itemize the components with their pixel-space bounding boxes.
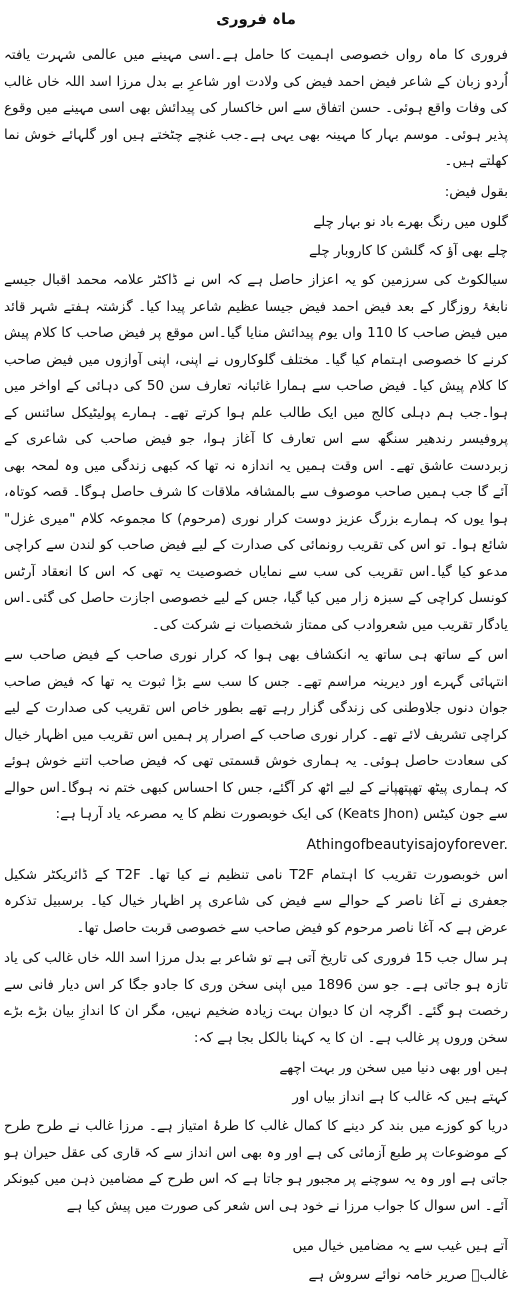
paragraph-t2f: اس خوبصورت تقریب کا اہتمام T2F نامی تنظیم نے کیا تھا۔ T2F کے ڈائریکٹر شکیل جعفری نے آغا ناصر کے حوالے سے فیض کی شاعری پر اظہار خیال کیا۔ برسبیل تذکرہ عرض ہے کہ آغا ناصر مرحوم کو فیض صاحب سے خصوصی قربت حاصل تھا۔ [4, 866, 508, 936]
paragraph-sialkot: سیالکوٹ کی سرزمین کو یہ اعزاز حاصل ہے کہ اس نے ڈاکٹر علامہ محمد اقبال جیسے نابغۂ روزگار کے بعد فیض احمد فیض جیسا عظیم شاعر پیدا کیا۔ گزشتہ ہفتے شہر قائد میں فیض صاحب کا 110 واں یوم پیدائش منایا گیا۔اس موقع پر فیض صاحب کا کلام پیش کرنے کا خصوصی اہتمام کیا گیا۔ مختلف گلوکاروں نے اپنی، اپنی آوازوں میں فیض صاحب کا کلام پیش کیا۔ فیض صاحب سے ہمارا غائبانہ تعارف سن 50 کی دہائی کے اواخر میں ہوا۔جب ہم دہلی کالج میں ایک طالب علم ہوا کرتے تھے۔ ہمارے پولیٹیکل سائنس کے پروفیسر رندھیر سنگھ سے اس تعارف کا آغاز ہوا، جو فیض صاحب کی شاعری کے زبردست عاشق تھے۔ اس وقت ہمیں یہ اندازہ نہ تھا کہ کبھی زندگی میں وہ لمحہ بھی آئے گا جب ہمیں صاحب موصوف سے بالمشافہ ملاقات کا شرف حاصل ہوگا۔ قصہ کوتاہ، ہوا یوں کہ ہمارے بزرگ عزیز دوست کرار نوری (مرحوم) کا مجموعہ کلام "میری غزل" شائع ہوا۔ تو اس کی تقریب رونمائی کی صدارت کے لیے فیض صاحب کو لندن سے کراچی مدعو کیا گیا۔اس تقریب کی سب سے نمایاں خصوصیت یہ تھی کہ اس کا انعقاد آرٹس کونسل کراچی کے سبزہ زار میں کیا گیا، جس کے لیے خصوصی اجازت حاصل کی گئی۔اس یادگار تقریب میں شعروادب کی ممتاز شخصیات نے شرکت کی۔ [4, 272, 508, 633]
paragraph-intro: فروری کا ماہ رواں خصوصی اہمیت کا حامل ہے۔اسی مہینے میں عالمی شہرت یافتہ اُردو زبان کے شاعر فیض احمد فیض کی ولادت اور شاعرِ بے بدل مرزا اسد اللہ خاں غالب کی وفات واقع ہوئی۔ حسن اتفاق سے اس خاکسار کی پیدائش بھی اسی مہینے میں وقوع پذیر ہوئی۔ موسم بہار کا مہینہ بھی یہی ہے۔جب غنچے چٹختے ہیں اور گلہائے خوش نما کھلتے ہیں۔ [4, 47, 508, 169]
paragraph-ghalib: ہر سال جب 15 فروری کی تاریخ آتی ہے تو شاعر بے بدل مرزا اسد اللہ خاں غالب کی یاد تازہ ہو جاتی ہے۔ جو سن 1896 میں اپنی سخن وری کا جادو جگا کر اس دیار فانی سے رخصت ہو گئے۔ اگرچہ ان کا دیوان بہت زیادہ ضخیم نہیں، مگر ان کا اندازِ بیان بڑے بڑے سخن وروں پر غالب ہے۔ ان کا یہ کہنا بالکل بجا ہے کہ: [4, 950, 508, 1046]
english-quote: Athingofbeautyisajoyforever. [306, 836, 508, 853]
spacer [4, 1223, 508, 1233]
verse-line: آتے ہیں غیب سے یہ مضامیں خیال میں [292, 1238, 508, 1254]
paragraph-faiz-says: بقول فیض: [444, 183, 508, 200]
verse-line: ہیں اور بھی دنیا میں سخن ور بہت اچھے [279, 1060, 508, 1076]
article [4, 6, 508, 1294]
verse-line: گلوں میں رنگ بھرے باد نو بہار چلے [313, 214, 508, 230]
verse-line: چلے بھی آؤ کہ گلشن کا کاروبار چلے [308, 243, 508, 259]
paragraph-ghalib-style: دریا کو کوزے میں بند کر دینے کا کمال غالب کا طرۂ امتیاز ہے۔ مرزا غالب نے طرح طرح کے موضوعات پر طبع آزمائی کی ہے اور وہ بھی اس انداز سے کہ قاری کی عقل حیران ہو جاتی ہے اور وہ یہ سوچنے پر مجبور ہو جاتا ہے کہ اس طرح کے مضامین ذہن میں کیونکر آئے۔ اس سوال کا جواب مرزا نے خود ہی اس شعر کی صورت میں پیش کیا ہے [4, 1118, 508, 1214]
verse-line: کہتے ہیں کہ غالب کا ہے انداز بیاں اور [292, 1089, 508, 1105]
verse-line: غالبؔ صریر خامہ نوائے سروش ہے [308, 1267, 508, 1283]
paragraph-karar-noori: اس کے ساتھ ہی ساتھ یہ انکشاف بھی ہوا کہ کرار نوری صاحب کے فیض صاحب سے انتہائی گہرے اور دیرینہ مراسم تھے۔ جس کا سب سے بڑا ثبوت یہ تھا کہ فیض صاحب جوان دنوں جلاوطنی کی زندگی گزار رہے تھے بطور خاص اس تقریب کی صدارت کے لیے کراچی تشریف لائے تھے۔ کرار نوری صاحب کے اصرار پر ہمیں اس تقریب میں اظہار خیال کی سعادت حاصل ہوئی۔ یہ ہماری خوش قسمتی تھی کہ فیض صاحب اتنے خوش ہوئے کہ ہماری پیٹھ تھپتھپانے کے لیے اٹھ کر آگئے، جس کا احساس کبھی ختم نہ ہوگا۔اس حوالے سے جون کیٹس (Keats Jhon) کی ایک خوبصورت نظم کا یہ مصرعہ یاد آرہا ہے: [4, 647, 508, 822]
page-title: ماہ فروری [216, 10, 296, 28]
